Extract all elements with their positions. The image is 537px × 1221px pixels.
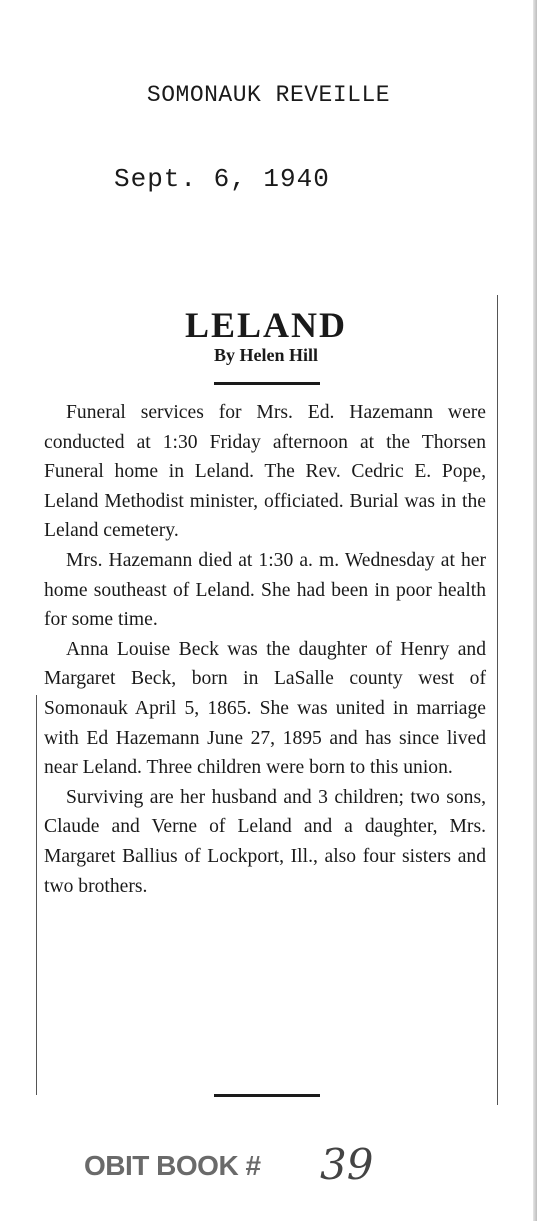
article-paragraph: Funeral services for Mrs. Ed. Hazemann were conducted at 1:30 Friday afternoon at the Thorsen Funeral home in Leland. The Rev. Cedric E. Pope, Leland Methodist minister, officiated. Burial was in the Leland cemetery. — [44, 402, 486, 542]
obit-book-number: 39 — [320, 1140, 374, 1189]
article-paragraph: Anna Louise Beck was the daughter of Henry and Margaret Beck, born in LaSalle county west of Somonauk April 5, 1865. She was united in marriage with Ed Hazemann June 27, 1895 and has since lived near Leland. Three children were born to this union. — [44, 638, 486, 779]
obit-book-stamp: OBIT BOOK # — [84, 1150, 261, 1181]
article-headline: LELAND — [184, 305, 348, 345]
byline-rule — [214, 382, 320, 385]
newspaper-clipping — [36, 290, 496, 1106]
scan-edge — [533, 0, 537, 1221]
article-body — [44, 398, 486, 901]
end-rule — [214, 1094, 320, 1097]
publication-name: SOMONAUK REVEILLE — [146, 82, 391, 108]
clipping-edge-right — [497, 295, 498, 1105]
clipping-edge-left — [36, 695, 37, 1095]
article-byline: By Helen Hill — [213, 345, 318, 365]
article-paragraph: Mrs. Hazemann died at 1:30 a. m. Wednesday at her home southeast of Leland. She had been in poor health for some time. — [44, 549, 486, 631]
article-paragraph: Surviving are her husband and 3 children; two sons, Claude and Verne of Leland and a daughter, Mrs. Margaret Ballius of Lockport, Ill., also four sisters and two brothers. — [44, 786, 486, 897]
publication-date: Sept. 6, 1940 — [114, 164, 330, 194]
